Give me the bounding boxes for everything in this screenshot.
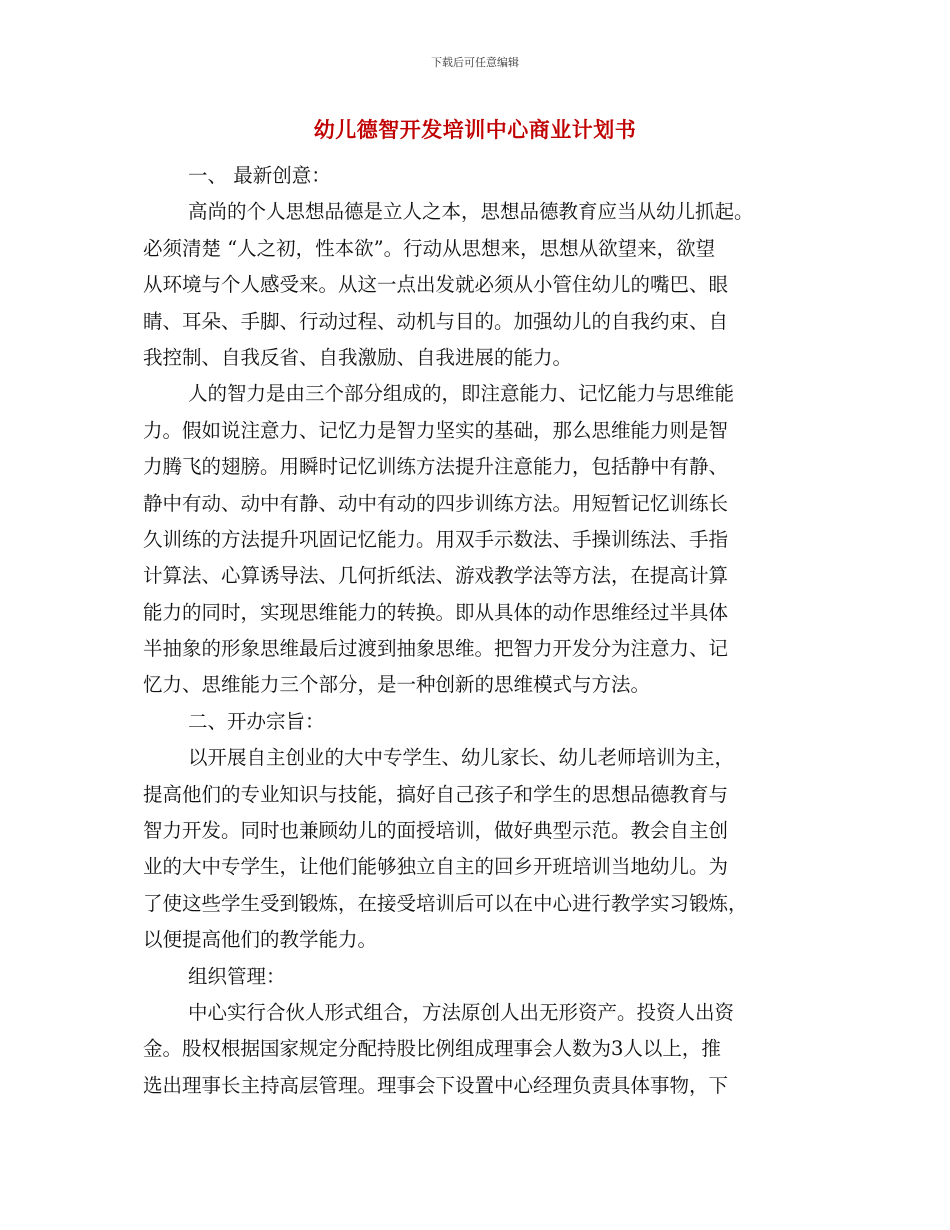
text-line: 高尚的个人思想品德是立人之本，思想品德教育应当从幼儿抓起。: [188, 200, 754, 224]
text-line: 选出理事长主持高层管理。理事会下设置中心经理负责具体事物，下: [143, 1073, 729, 1097]
text-line: 我控制、自我反省、自我激励、自我进展的能力。: [143, 345, 573, 369]
text-line: 以开展自主创业的大中专学生、幼儿家长、幼儿老师培训为主，: [188, 746, 735, 770]
document-body: [143, 158, 803, 1104]
text-line: 一、 最新创意：: [188, 164, 331, 187]
text-line: 睛、耳朵、手脚、行动过程、动机与目的。加强幼儿的自我约束、自: [143, 309, 729, 333]
text-line: 静中有动、动中有静、动中有动的四步训练方法。用短暂记忆训练长: [143, 491, 729, 515]
text-line: 从环境与个人感受来。从这一点出发就必须从小管住幼儿的嘴巴、眼: [143, 273, 729, 297]
text-line: 计算法、心算诱导法、几何折纸法、游戏教学法等方法，在提高计算: [143, 564, 729, 588]
text-line: 忆力、思维能力三个部分，是一种创新的思维模式与方法。: [143, 673, 651, 697]
text-line: 二、开办宗旨：: [188, 709, 325, 733]
text-line: 金。股权根据国家规定分配持股比例组成理事会人数为3人以上，推: [143, 1037, 721, 1061]
text-line: 力。假如说注意力、记忆力是智力坚实的基础，那么思维能力则是智: [143, 418, 729, 442]
text-line: 中心实行合伙人形式组合，方法原创人出无形资产。投资人出资: [188, 1000, 735, 1024]
text-line: 业的大中专学生，让他们能够独立自主的回乡开班培训当地幼儿。为: [143, 855, 729, 879]
text-line: 以便提高他们的教学能力。: [143, 928, 378, 952]
text-line: 智力开发。同时也兼顾幼儿的面授培训，做好典型示范。教会自主创: [143, 819, 729, 843]
text-line: 久训练的方法提升巩固记忆能力。用双手示数法、手操训练法、手指: [143, 527, 729, 551]
text-line: 必须清楚 “人之初，性本欲”。行动从思想来，思想从欲望来，欲望: [143, 236, 716, 260]
page-header-note: 下载后可任意编辑: [431, 56, 519, 69]
text-line: 了使这些学生受到锻炼，在接受培训后可以在中心进行教学实习锻炼，: [143, 891, 748, 915]
text-line: 能力的同时，实现思维能力的转换。即从具体的动作思维经过半具体: [143, 600, 729, 624]
document-title: 幼儿德智开发培训中心商业计划书: [313, 118, 637, 142]
text-line: 人的智力是由三个部分组成的，即注意能力、记忆能力与思维能: [188, 382, 735, 406]
text-line: 组织管理：: [188, 964, 286, 988]
text-line: 提高他们的专业知识与技能，搞好自己孩子和学生的思想品德教育与: [143, 782, 729, 806]
text-line: 半抽象的形象思维最后过渡到抽象思维。把智力开发分为注意力、记: [143, 637, 729, 661]
text-line: 力腾飞的翅膀。用瞬时记忆训练方法提升注意能力，包括静中有静、: [143, 455, 729, 479]
